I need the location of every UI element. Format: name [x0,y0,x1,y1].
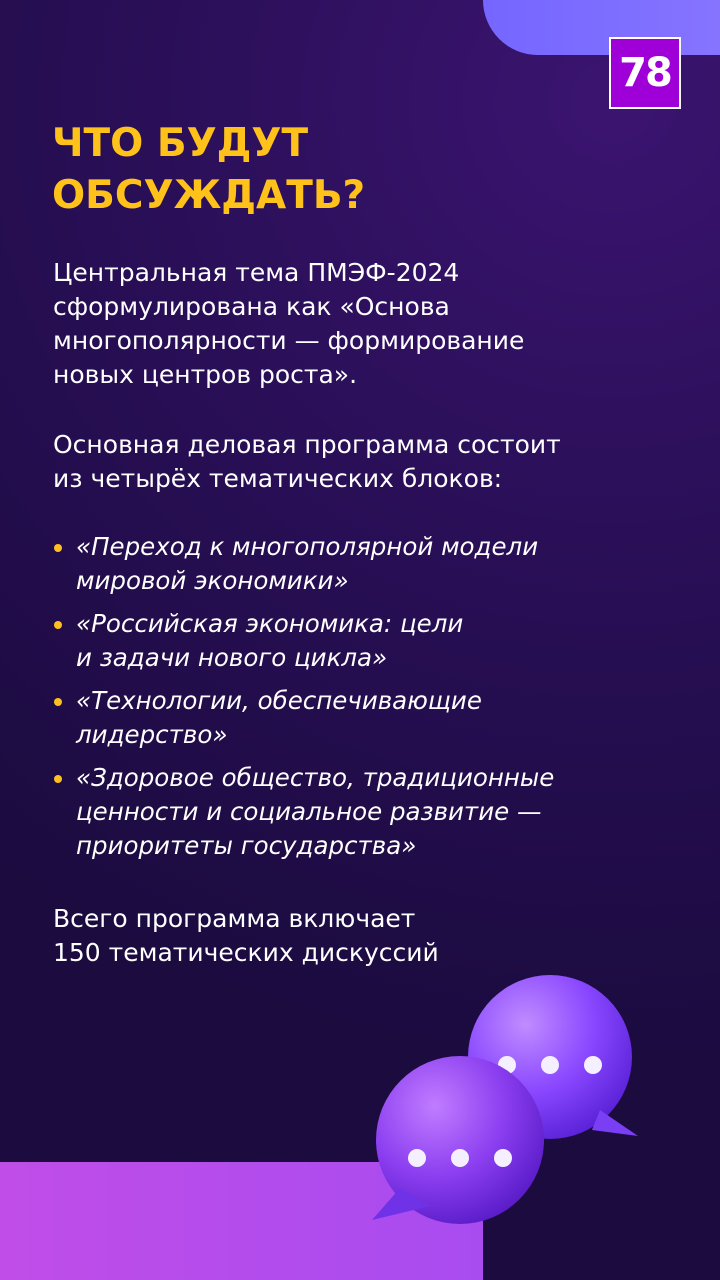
list-item-text: «Переход к многополярной модели мировой экономики» [76,532,539,595]
bullet-icon [54,621,62,629]
list-item-text: «Российская экономика: цели и задачи нового цикла» [76,609,464,672]
list-item [52,761,692,863]
program-intro-text: Основная деловая программа состоит из четырёх тематических блоков: [53,430,561,493]
page-title: ЧТО БУДУТ ОБСУЖДАТЬ? [52,121,366,218]
chat-bubble-front [372,1056,544,1224]
thematic-blocks-list [52,530,692,872]
chat-bubbles-icon [360,960,660,1240]
central-theme-text: Центральная тема ПМЭФ-2024 сформулирована как «Основа многополярности — формирование новых центров роста». [53,258,525,389]
list-item-text: «Технологии, обеспечивающие лидерство» [76,686,482,749]
channel-78-logo: 78 [609,37,681,109]
list-item [52,684,692,752]
list-item [52,607,692,675]
bullet-icon [54,698,62,706]
list-item [52,530,692,598]
top-decor-shape [483,0,720,55]
bullet-icon [54,544,62,552]
list-item-text: «Здоровое общество, традиционные ценности и социальное развитие — приоритеты государства» [76,763,555,860]
discussions-total-text: Всего программа включает 150 тематических дискуссий [53,904,439,967]
bullet-icon [54,775,62,783]
